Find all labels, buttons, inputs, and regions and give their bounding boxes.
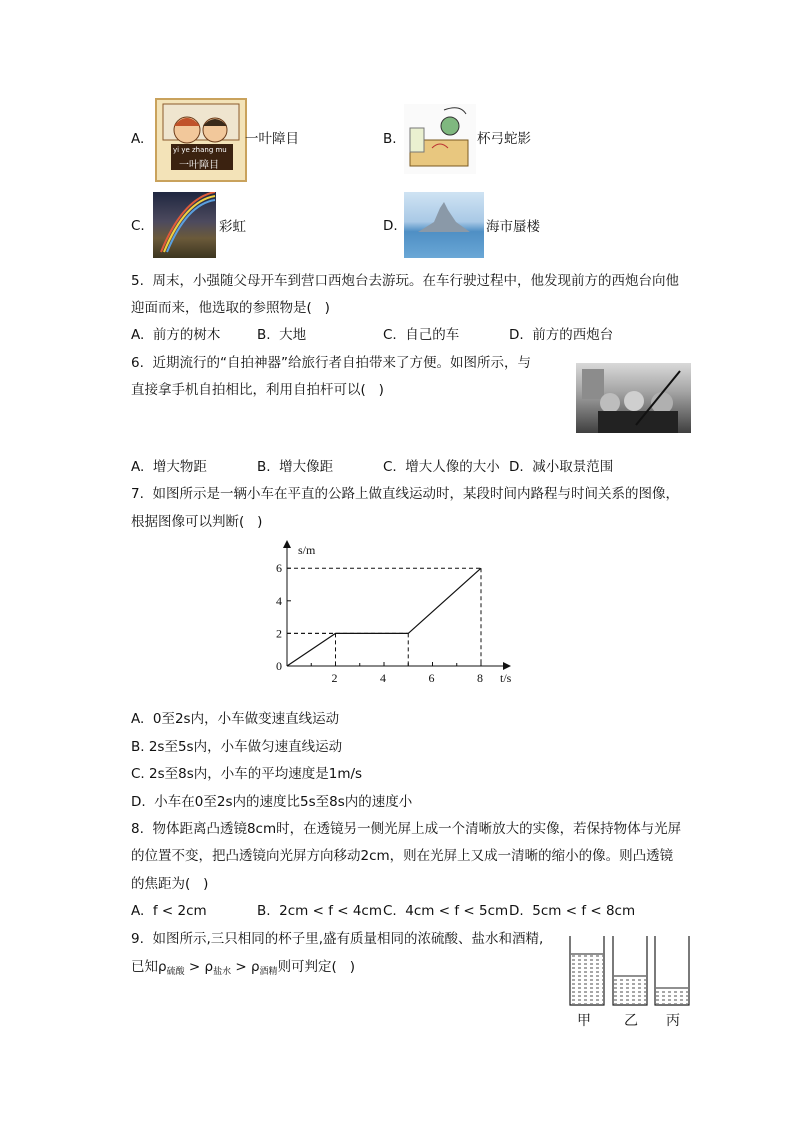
rainbow-icon — [153, 192, 216, 258]
x-tick-label: 2 — [331, 671, 338, 685]
selfie-stick-people-icon — [576, 363, 691, 433]
option-a-letter: A. — [131, 131, 145, 147]
q8-option-a: A. f < 2cm — [131, 903, 207, 919]
option-b-image — [404, 104, 476, 174]
option-b-letter: B. — [383, 131, 397, 147]
q7-option-d: D. 小车在0至2s内的速度比5s至8s内的速度小 — [131, 794, 413, 810]
q5-stem-line1: 5. 周末，小强随父母开车到营口西炮台去游玩。在车行驶过程中，他发现前方的西炮台向他 — [131, 273, 679, 289]
q6-stem-line2: 直接拿手机自拍相比，利用自拍杆可以( ) — [131, 382, 384, 398]
beaker-label-jia: 甲 — [577, 1013, 591, 1029]
beaker-label-bing: 丙 — [666, 1013, 680, 1029]
cup-bow-snake-icon — [404, 104, 476, 174]
mirage-island-icon — [404, 192, 484, 258]
option-d-image — [404, 192, 484, 258]
option-d-letter: D. — [383, 218, 398, 234]
option-b-caption: 杯弓蛇影 — [477, 131, 531, 147]
q9-stem-line2: 已知$\rho_{硫酸} > \rho_{盐水} > \rho_{酒精}$则可判定( ) — [131, 959, 355, 977]
q7-stem-line1: 7. 如图所示是一辆小车在平直的公路上做直线运动时，某段时间内路程与时间关系的图像， — [131, 486, 679, 502]
q5-option-a: A. 前方的树木 — [131, 327, 221, 343]
q6-selfie-photo — [576, 363, 691, 433]
x-tick-label: 6 — [428, 671, 435, 685]
q8-option-d: D. 5cm < f < 8cm — [509, 903, 636, 919]
q8-stem-line3: 的焦距为( ) — [131, 876, 209, 892]
option-a-caption: 一叶障目 — [245, 131, 299, 147]
beaker-bing — [655, 936, 689, 1005]
q8-stem-line2: 的位置不变，把凸透镜向光屏方向移动2cm，则在光屏上又成一清晰的缩小的像。则凸透镜 — [131, 848, 674, 864]
y-tick-label: 4 — [276, 593, 282, 608]
y-tick-label: 2 — [276, 626, 282, 641]
y-axis-label: s/m — [298, 543, 316, 557]
q6-option-a: A. 增大物距 — [131, 459, 207, 475]
q5-stem-line2: 迎面而来，他选取的参照物是( ) — [131, 300, 330, 316]
q6-stem-line1: 6. 近期流行的“自拍神器”给旅行者自拍带来了方便。如图所示，与 — [131, 355, 531, 371]
q6-option-b: B. 增大像距 — [257, 459, 334, 475]
q5-option-d: D. 前方的西炮台 — [509, 327, 614, 343]
option-c-caption: 彩虹 — [219, 219, 246, 235]
q8-option-b: B. 2cm < f < 4cm — [257, 903, 383, 919]
q7-option-c: C. 2s至8s内，小车的平均速度是1m/s — [131, 766, 363, 782]
q5-option-b: B. 大地 — [257, 327, 307, 343]
q7-option-a: A. 0至2s内，小车做变速直线运动 — [131, 711, 340, 727]
option-a-image-pinyin: yi ye zhang mu — [173, 146, 227, 154]
q7-option-b: B. 2s至5s内，小车做匀速直线运动 — [131, 739, 343, 755]
q7-stem-line2: 根据图像可以判断( ) — [131, 514, 263, 530]
beaker-jia — [570, 936, 604, 1005]
x-axis-label: t/s — [500, 671, 512, 685]
q6-option-c: C. 增大人像的大小 — [383, 459, 500, 475]
x-tick-label: 8 — [477, 671, 483, 685]
y-tick-label: 0 — [276, 659, 282, 673]
q6-option-d: D. 减小取景范围 — [509, 459, 614, 475]
series-line — [287, 568, 481, 666]
option-c-image — [153, 192, 216, 258]
three-beakers-diagram — [566, 934, 696, 1012]
option-a-image-text: 一叶障目 — [179, 160, 219, 171]
distance-time-graph — [270, 538, 520, 688]
q5-option-c: C. 自己的车 — [383, 327, 460, 343]
beaker-yi — [613, 936, 647, 1005]
option-a-image — [155, 98, 247, 182]
q8-option-c: C. 4cm < f < 5cm — [383, 903, 509, 919]
option-d-caption: 海市蜃楼 — [486, 219, 540, 235]
q9-stem-line1: 9. 如图所示,三只相同的杯子里,盛有质量相同的浓硫酸、盐水和酒精, — [131, 931, 544, 947]
beaker-label-yi: 乙 — [624, 1013, 638, 1029]
q8-stem-line1: 8. 物体距离凸透镜8cm时，在透镜另一侧光屏上成一个清晰放大的实像，若保持物体与光屏 — [131, 821, 682, 837]
x-tick-label: 4 — [380, 671, 386, 685]
option-c-letter: C. — [131, 218, 145, 234]
y-tick-label: 6 — [276, 561, 282, 576]
